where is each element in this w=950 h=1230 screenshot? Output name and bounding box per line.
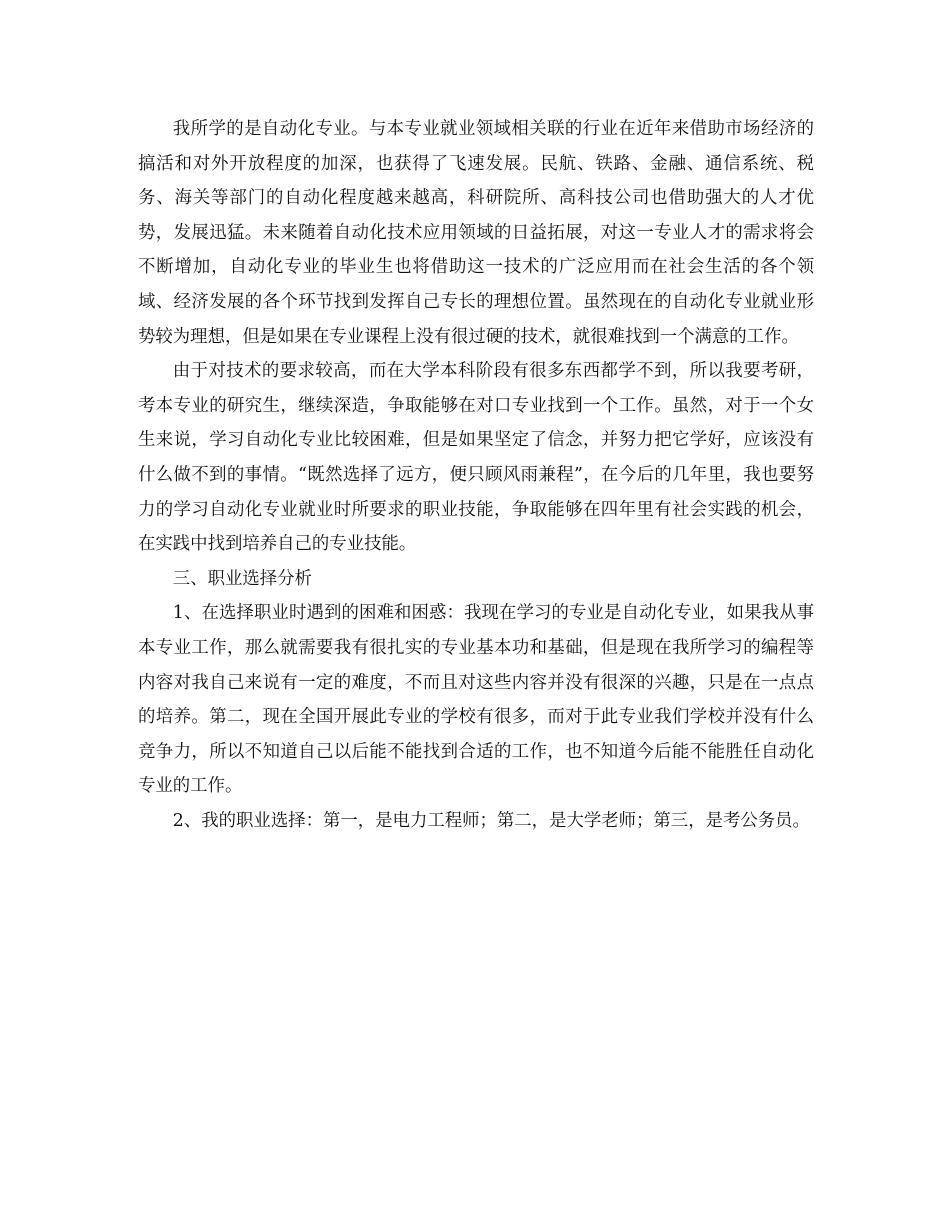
section-heading-career-choice-analysis: 三、职业选择分析 (172, 568, 312, 589)
paragraph-difficulties-and-confusion: 1、在选择职业时遇到的困难和困惑：我现在学习的专业是自动化专业，如果我从事本专业工作，那么就需要我有很扎实的专业基本功和基础，但是现在我所学习的编程等内容对我自己来说有一定的难度，不而且对这些内容并没有很深的兴趣，只是在一点点的培养。第二，现在全国开展此专业的学校有很多，而对于此专业我们学校并没有什么竞争力，所以不知道自己以后能不能找到合适的工作，也不知道今后能不能胜任自动化专业的工作。 (138, 603, 814, 797)
document-page (138, 112, 814, 838)
paragraph-career-choices: 2、我的职业选择：第一，是电力工程师；第二，是大学老师；第三，是考公务员。 (172, 810, 810, 831)
paragraph-graduate-study-plan: 由于对技术的要求较高，而在大学本科阶段有很多东西都学不到，所以我要考研，考本专业的研究生，继续深造，争取能够在对口专业找到一个工作。虽然，对于一个女生来说，学习自动化专业比较困难，但是如果坚定了信念，并努力把它学好，应该没有什么做不到的事情。“既然选择了远方，便只顾风雨兼程”，在今后的几年里，我也要努力的学习自动化专业就业时所要求的职业技能，争取能够在四年里有社会实践的机会，在实践中找到培养自己的专业技能。 (138, 361, 814, 555)
paragraph-major-outlook: 我所学的是自动化专业。与本专业就业领域相关联的行业在近年来借助市场经济的搞活和对外开放程度的加深，也获得了飞速发展。民航、铁路、金融、通信系统、税务、海关等部门的自动化程度越来越高，科研院所、高科技公司也借助强大的人才优势，发展迅猛。未来随着自动化技术应用领域的日益拓展，对这一专业人才的需求将会不断增加，自动化专业的毕业生也将借助这一技术的广泛应用而在社会生活的各个领域、经济发展的各个环节找到发挥自己专长的理想位置。虽然现在的自动化专业就业形势较为理想，但是如果在专业课程上没有很过硬的技术，就很难找到一个满意的工作。 (138, 119, 814, 347)
